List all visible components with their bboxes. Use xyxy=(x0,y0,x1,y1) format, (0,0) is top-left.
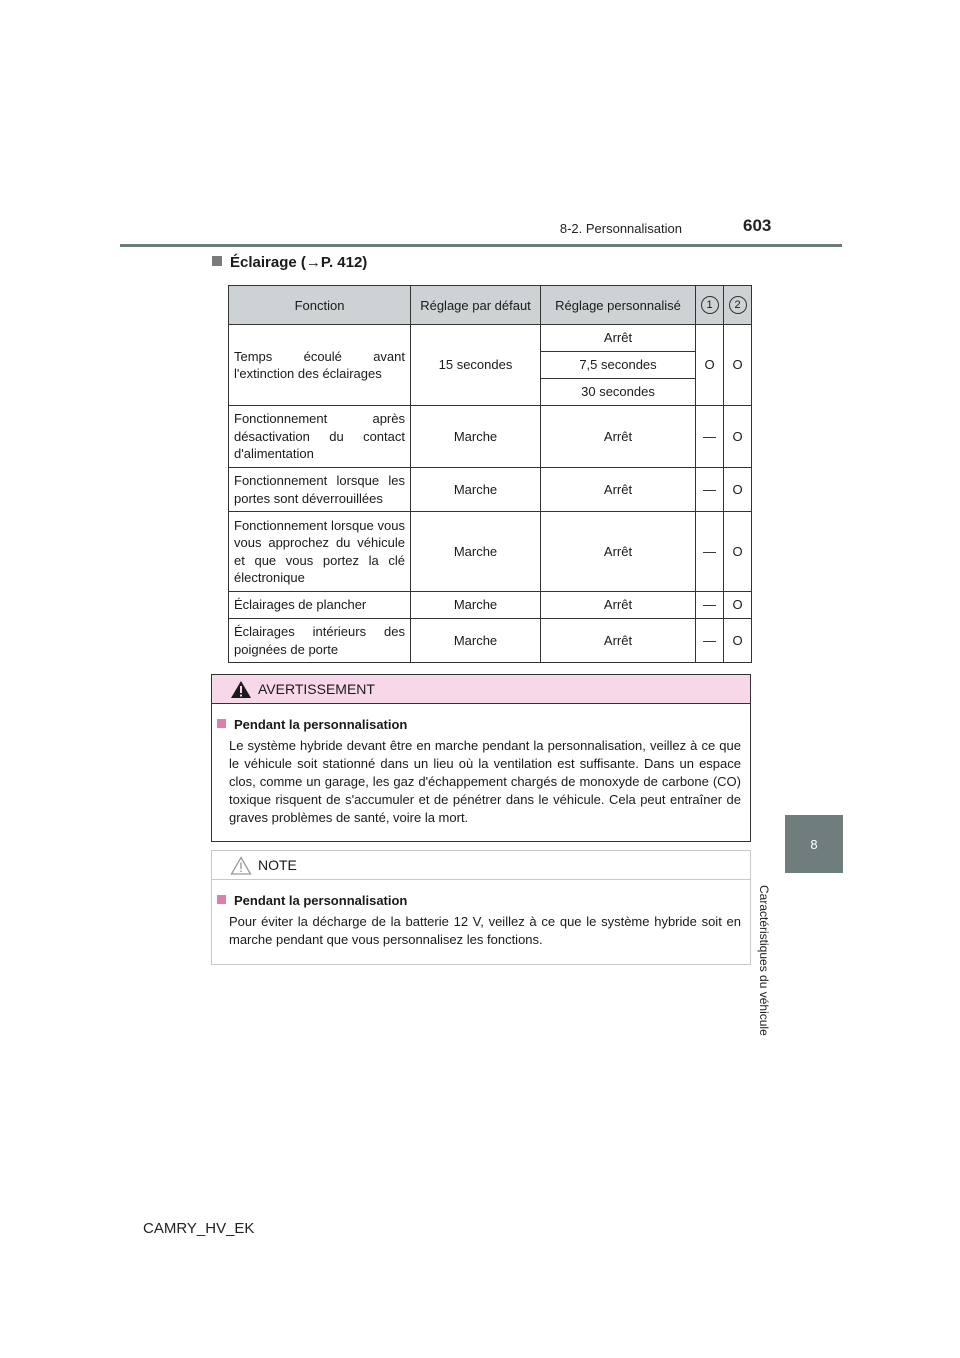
table-row xyxy=(229,619,752,663)
cell-function: Fonctionnement lorsque les portes sont déverrouillées xyxy=(229,468,411,512)
cell-custom: 7,5 secondes xyxy=(541,352,696,379)
pink-square-bullet-icon xyxy=(217,719,226,728)
cell-function: Temps écoulé avant l'extinction des éclairages xyxy=(229,325,411,406)
cell-function: Éclairages intérieurs des poignées de porte xyxy=(229,619,411,663)
table-header-row xyxy=(229,286,752,325)
pink-square-bullet-icon xyxy=(217,895,226,904)
warning-body xyxy=(212,704,750,827)
section-title-text: Éclairage (→P. 412) xyxy=(230,254,368,271)
circled-2-icon: 2 xyxy=(729,296,747,314)
warning-title: AVERTISSEMENT xyxy=(258,681,375,697)
cell-col-1: — xyxy=(696,619,724,663)
table-row xyxy=(229,592,752,619)
warning-subtitle xyxy=(217,716,741,734)
chapter-tab: 8 xyxy=(785,815,843,873)
cell-function: Éclairages de plancher xyxy=(229,592,411,619)
cell-col-1: — xyxy=(696,406,724,468)
table-row xyxy=(229,468,752,512)
cell-col-2: O xyxy=(724,468,752,512)
cell-default: Marche xyxy=(411,468,541,512)
warning-header xyxy=(212,675,750,704)
circled-1-icon: 1 xyxy=(701,296,719,314)
header-custom: Réglage personnalisé xyxy=(541,286,696,325)
lighting-settings-table xyxy=(228,285,752,663)
note-title: NOTE xyxy=(258,857,297,873)
table-row xyxy=(229,512,752,592)
cell-custom: Arrêt xyxy=(541,406,696,468)
cell-custom: Arrêt xyxy=(541,512,696,592)
cell-default: Marche xyxy=(411,619,541,663)
warning-triangle-icon xyxy=(230,680,252,699)
cell-default: Marche xyxy=(411,406,541,468)
note-subtitle-text: Pendant la personnalisation xyxy=(234,893,408,908)
cell-col-1: — xyxy=(696,512,724,592)
header-col-1 xyxy=(696,286,724,325)
warning-text: Le système hybride devant être en marche pendant la personnalisation, veillez à ce que le véhicule soit stationné dans un lieu où la ventilation est suffisante. Dans un espace clos, comme un garage, les gaz d'échappement chargés de monoxyde de carbone (CO) toxique risquent de s'accumuler et de pénétrer dans le véhicule. Cela peut entraîner de graves problèmes de santé, voire la mort. xyxy=(229,738,741,825)
note-box xyxy=(211,850,751,965)
document-code: CAMRY_HV_EK xyxy=(143,1220,255,1237)
cell-col-2: O xyxy=(724,592,752,619)
cell-default: Marche xyxy=(411,592,541,619)
note-text: Pour éviter la décharge de la batterie 12 V, veillez à ce que le système hybride soit en marche pendant que vous personnalisez les fonctions. xyxy=(229,914,741,947)
note-subtitle xyxy=(217,892,741,910)
cell-col-2: O xyxy=(724,406,752,468)
warning-box xyxy=(211,674,751,842)
cell-col-2: O xyxy=(724,619,752,663)
header-rule xyxy=(120,244,842,247)
note-header xyxy=(212,851,750,880)
cell-function: Fonctionnement après désactivation du contact d'alimentation xyxy=(229,406,411,468)
running-header-section: 8-2. Personnalisation xyxy=(559,221,682,236)
header-default: Réglage par défaut xyxy=(411,286,541,325)
warning-subtitle-text: Pendant la personnalisation xyxy=(234,717,408,732)
cell-custom: Arrêt xyxy=(541,592,696,619)
header-col-2 xyxy=(724,286,752,325)
cell-col-2: O xyxy=(724,325,752,406)
cell-default: Marche xyxy=(411,512,541,592)
cell-col-2: O xyxy=(724,512,752,592)
header-function: Fonction xyxy=(229,286,411,325)
cell-custom: 30 secondes xyxy=(541,379,696,406)
cell-col-1: O xyxy=(696,325,724,406)
table-row xyxy=(229,325,752,352)
cell-custom: Arrêt xyxy=(541,619,696,663)
cell-col-1: — xyxy=(696,468,724,512)
section-title xyxy=(212,254,367,271)
table-row xyxy=(229,406,752,468)
cell-function: Fonctionnement lorsque vous vous approchez du véhicule et que vous portez la clé électronique xyxy=(229,512,411,592)
cell-custom: Arrêt xyxy=(541,325,696,352)
cell-custom: Arrêt xyxy=(541,468,696,512)
note-body xyxy=(212,880,750,949)
page-number: 603 xyxy=(743,216,772,235)
chapter-title-text: Caractéristiques du véhicule xyxy=(757,885,771,1036)
cell-col-1: — xyxy=(696,592,724,619)
caution-outline-triangle-icon xyxy=(230,856,252,875)
square-bullet-icon xyxy=(212,256,222,266)
cell-default: 15 secondes xyxy=(411,325,541,406)
chapter-title-vertical xyxy=(757,885,771,1320)
